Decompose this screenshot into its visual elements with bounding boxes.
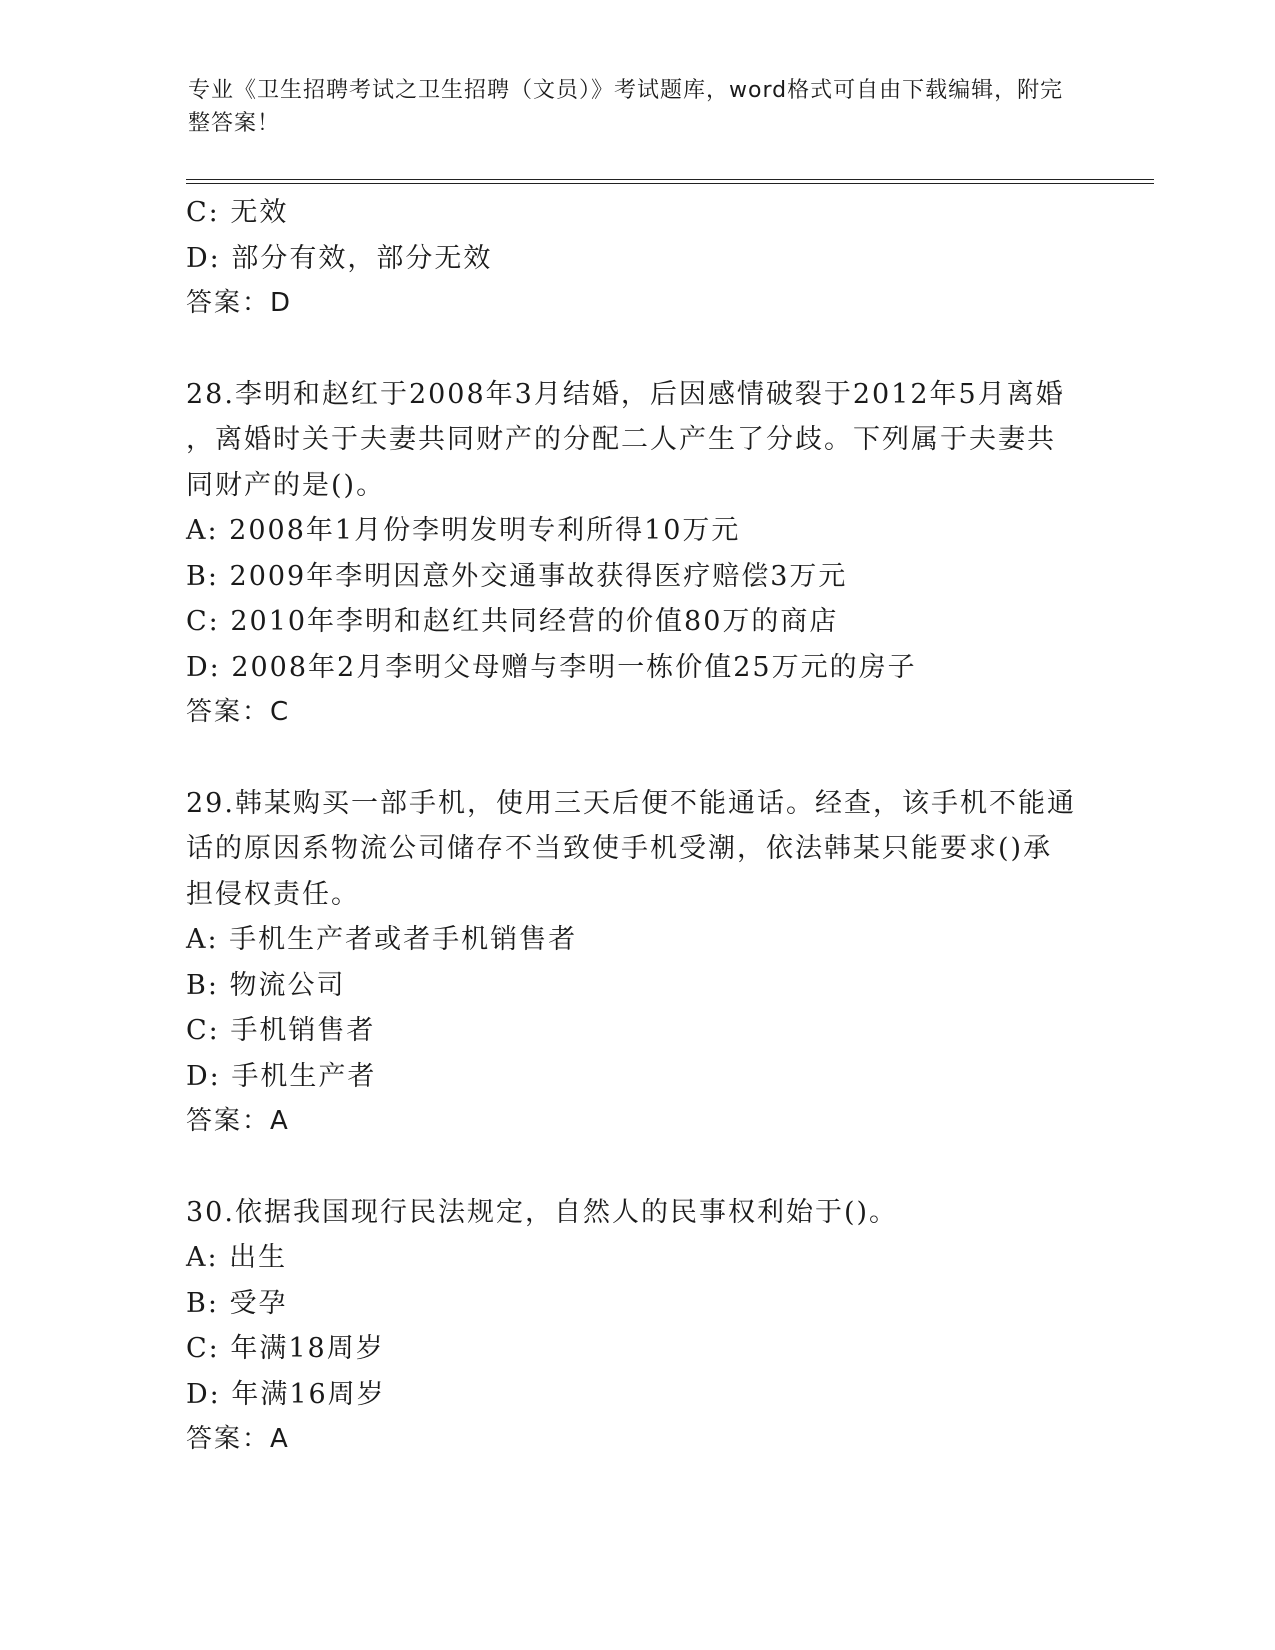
option-b: B: 物流公司 [186, 969, 346, 1001]
question-text-line: ，离婚时关于夫妻共同财产的分配二人产生了分歧。下列属于夫妻共 [186, 424, 1056, 455]
option-b: B: 受孕 [186, 1287, 288, 1319]
spacer [186, 327, 1086, 372]
document-body [186, 190, 1086, 1463]
option-d: D: 年满16周岁 [186, 1378, 386, 1410]
question-28 [186, 372, 1086, 736]
option-b: B: 2009年李明因意外交通事故获得医疗赔偿3万元 [186, 560, 848, 592]
spacer [186, 1145, 1086, 1190]
option-c: C: 无效 [186, 197, 289, 228]
question-text-line: 话的原因系物流公司储存不当致使手机受潮，依法韩某只能要求()承 [186, 833, 1053, 864]
header-rule-top [186, 179, 1154, 180]
answer-line: 答案：A [186, 1424, 290, 1454]
question-29 [186, 781, 1086, 1145]
option-c: C: 手机销售者 [186, 1015, 376, 1046]
question-text-line: 28.李明和赵红于2008年3月结婚，后因感情破裂于2012年5月离婚 [186, 378, 1065, 410]
option-c: C: 年满18周岁 [186, 1333, 385, 1364]
question-text-line: 同财产的是()。 [186, 469, 386, 501]
header-rule-bottom [186, 183, 1154, 184]
option-c: C: 2010年李明和赵红共同经营的价值80万的商店 [186, 606, 839, 637]
question-text-line: 30.依据我国现行民法规定，自然人的民事权利始于()。 [186, 1196, 899, 1228]
question-27-tail [186, 190, 1086, 327]
option-a: A: 出生 [186, 1242, 288, 1273]
answer-line: 答案：D [186, 288, 293, 318]
option-d: D: 部分有效，部分无效 [186, 242, 493, 274]
header-text: 专业《卫生招聘考试之卫生招聘（文员）》考试题库，word格式可自由下载编辑，附完整答案！ [188, 78, 1064, 136]
option-a: A: 2008年1月份李明发明专利所得10万元 [186, 515, 741, 546]
option-a: A: 手机生产者或者手机销售者 [186, 924, 578, 955]
spacer [186, 736, 1086, 781]
question-30 [186, 1190, 1086, 1463]
question-text-line: 担侵权责任。 [186, 878, 360, 910]
answer-line: 答案：C [186, 697, 291, 727]
question-text-line: 29.韩某购买一部手机，使用三天后便不能通话。经查，该手机不能通 [186, 787, 1076, 819]
option-d: D: 2008年2月李明父母赠与李明一栋价值25万元的房子 [186, 651, 917, 683]
option-d: D: 手机生产者 [186, 1060, 377, 1092]
answer-line: 答案：A [186, 1106, 290, 1136]
document-header [188, 74, 1068, 140]
